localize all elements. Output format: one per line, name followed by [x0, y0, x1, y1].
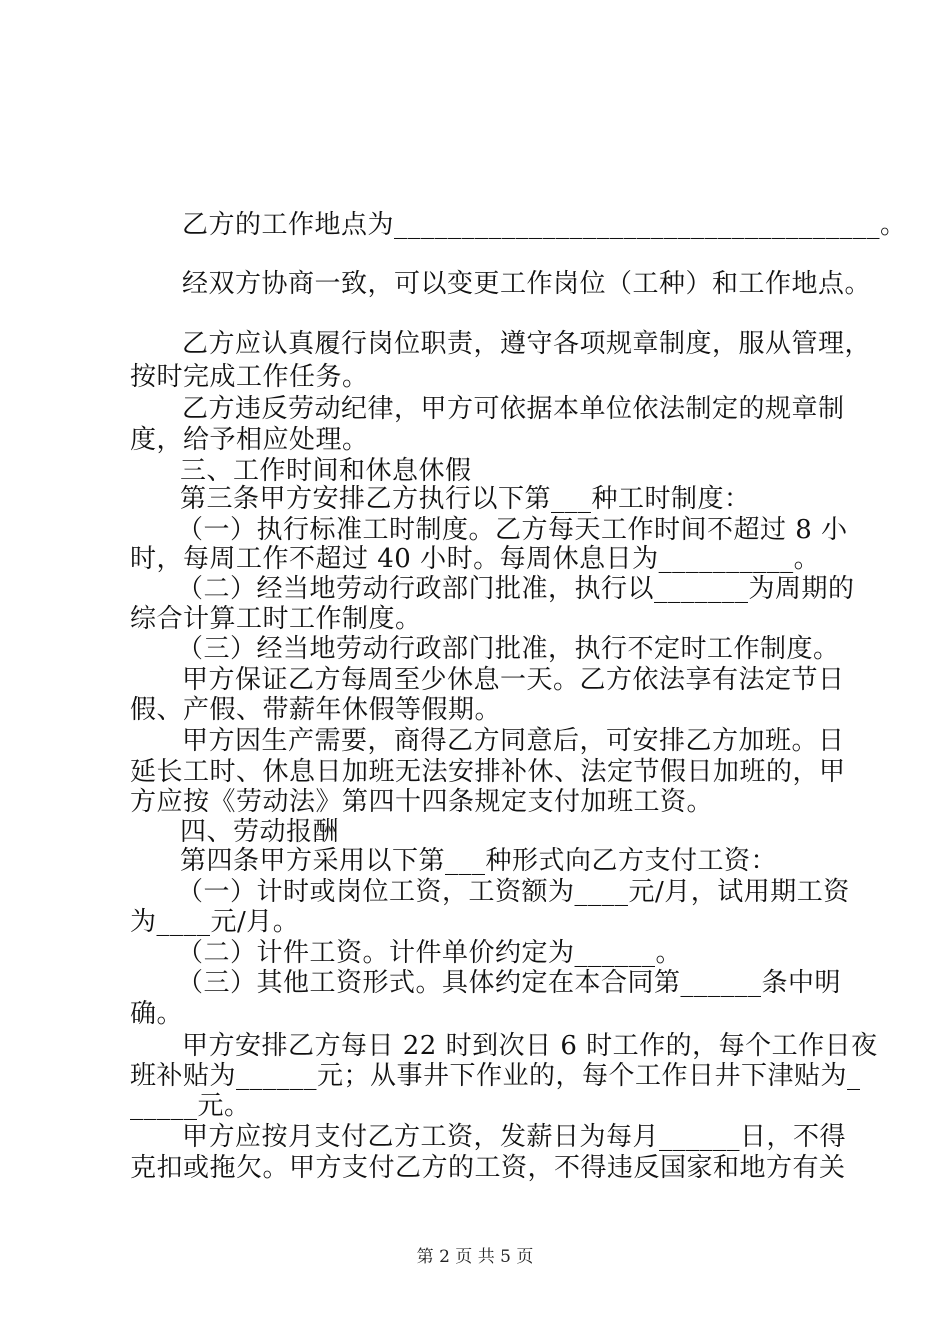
comprehensive-hours-line-2: 综合计算工时工作制度。 — [130, 604, 422, 634]
rest-guarantee-line-1: 甲方保证乙方每周至少休息一天。乙方依法享有法定节日 — [182, 665, 845, 695]
payday-line-1: 甲方应按月支付乙方工资，发薪日为每月______日，不得 — [182, 1122, 847, 1152]
night-allowance-line-1: 甲方安排乙方每日 22 时到次日 6 时工作的，每个工作日夜 — [182, 1031, 878, 1061]
duty-line-2: 按时完成工作任务。 — [130, 362, 369, 392]
time-wage-line-1: （一）计时或岗位工资，工资额为____元/月，试用期工资 — [177, 877, 850, 907]
overtime-line-1: 甲方因生产需要，商得乙方同意后，可安排乙方加班。日 — [182, 726, 845, 756]
overtime-line-2: 延长工时、休息日加班无法安排补休、法定节假日加班的，甲 — [130, 757, 846, 787]
change-position-line: 经双方协商一致，可以变更工作岗位（工种）和工作地点。 — [182, 269, 872, 299]
other-wage-line-2: 确。 — [130, 999, 184, 1029]
workplace-line: 乙方的工作地点为____________________________________。 — [182, 210, 907, 240]
discipline-line-2: 度，给予相应处理。 — [130, 425, 369, 455]
standard-hours-line-2: 时，每周工作不超过 40 小时。每周休息日为__________。 — [130, 544, 821, 574]
discipline-line-1: 乙方违反劳动纪律，甲方可依据本单位依法制定的规章制 — [182, 394, 845, 424]
other-wage-line-1: （三）其他工资形式。具体约定在本合同第______条中明 — [177, 968, 842, 998]
flexible-hours-line: （三）经当地劳动行政部门批准，执行不定时工作制度。 — [177, 634, 840, 664]
section-heading-3: 三、工作时间和休息休假 — [180, 456, 472, 486]
standard-hours-line-1: （一）执行标准工时制度。乙方每天工作时间不超过 8 小 — [177, 515, 848, 545]
duty-line-1: 乙方应认真履行岗位职责，遵守各项规章制度，服从管理， — [182, 329, 872, 359]
time-wage-line-2: 为____元/月。 — [130, 907, 300, 937]
night-allowance-line-2: 班补贴为______元；从事井下作业的，每个工作日井下津贴为_ — [130, 1061, 861, 1091]
article-3-line: 第三条甲方安排乙方执行以下第___种工时制度： — [180, 484, 751, 514]
comprehensive-hours-line-1: （二）经当地劳动行政部门批准，执行以_______为周期的 — [177, 574, 855, 604]
piece-wage-line: （二）计件工资。计件单价约定为______。 — [177, 938, 683, 968]
payday-line-2: 克扣或拖欠。甲方支付乙方的工资，不得违反国家和地方有关 — [130, 1153, 846, 1183]
page-footer: 第 2 页 共 5 页 — [416, 1247, 534, 1267]
article-4-line: 第四条甲方采用以下第___种形式向乙方支付工资： — [180, 846, 778, 876]
night-allowance-line-3: _____元。 — [130, 1091, 251, 1121]
overtime-line-3: 方应按《劳动法》第四十四条规定支付加班工资。 — [130, 787, 714, 817]
rest-guarantee-line-2: 假、产假、带薪年休假等假期。 — [130, 695, 502, 725]
section-heading-4: 四、劳动报酬 — [180, 817, 340, 847]
